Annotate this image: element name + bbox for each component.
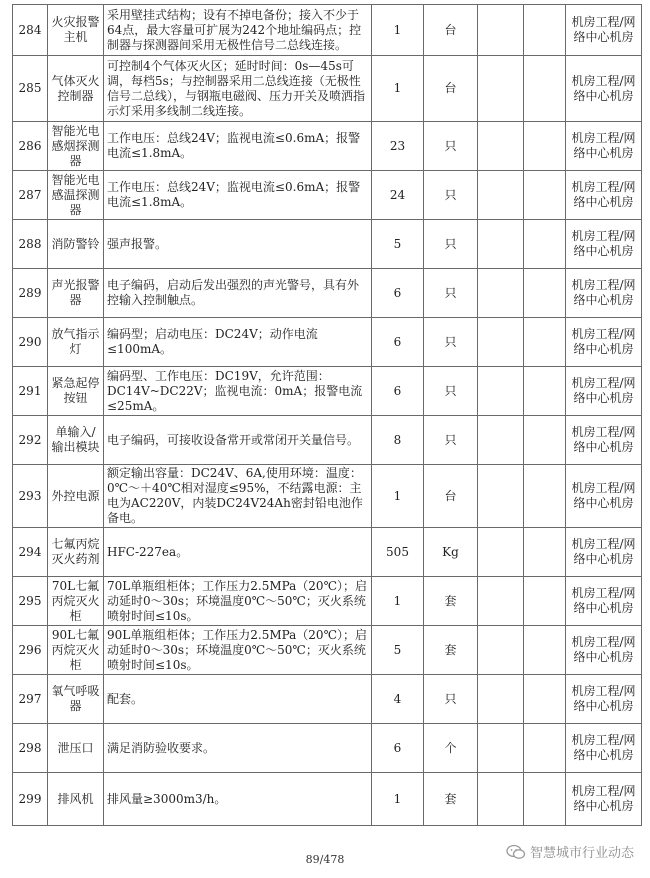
item-location: 机房工程/网络中心机房 <box>566 465 642 528</box>
equipment-spec-table <box>12 4 642 826</box>
item-location: 机房工程/网络中心机房 <box>566 5 642 56</box>
item-description: 90L单瓶组柜体；工作压力2.5MPa（20℃）；启动延时0～30s；环境温度0℃～50℃；灭火系统喷射时间≤10s。 <box>104 626 372 675</box>
item-location: 机房工程/网络中心机房 <box>566 367 642 416</box>
table-row <box>13 171 642 220</box>
item-quantity: 1 <box>372 465 424 528</box>
item-number: 290 <box>13 318 48 367</box>
item-blank-cell <box>478 773 524 826</box>
item-unit: 只 <box>424 675 478 724</box>
item-quantity: 24 <box>372 171 424 220</box>
item-blank-cell <box>524 367 566 416</box>
item-number: 284 <box>13 5 48 56</box>
item-description: 强声报警。 <box>104 220 372 269</box>
item-unit: 只 <box>424 367 478 416</box>
item-unit: 套 <box>424 577 478 626</box>
item-description: 电子编码，可接收设备常开或常闭开关量信号。 <box>104 416 372 465</box>
table-row <box>13 5 642 56</box>
item-unit: 台 <box>424 56 478 122</box>
item-location: 机房工程/网络中心机房 <box>566 773 642 826</box>
item-blank-cell <box>478 220 524 269</box>
table-row <box>13 416 642 465</box>
item-quantity: 1 <box>372 5 424 56</box>
item-quantity: 1 <box>372 577 424 626</box>
table-row <box>13 220 642 269</box>
item-location: 机房工程/网络中心机房 <box>566 724 642 773</box>
page-number: 89/478 <box>305 853 345 866</box>
item-number: 297 <box>13 675 48 724</box>
item-name: 紧急起停按钮 <box>48 367 104 416</box>
table-row <box>13 269 642 318</box>
watermark <box>506 842 634 861</box>
table-row <box>13 577 642 626</box>
table-row <box>13 56 642 122</box>
item-unit: 台 <box>424 5 478 56</box>
table-row <box>13 626 642 675</box>
item-blank-cell <box>478 318 524 367</box>
item-name: 单输入/输出模块 <box>48 416 104 465</box>
item-quantity: 5 <box>372 220 424 269</box>
item-name: 排风机 <box>48 773 104 826</box>
item-unit: 只 <box>424 220 478 269</box>
table-row <box>13 528 642 577</box>
item-description: 编码型、工作电压：DC19V，允许范围：DC14V~DC22V；监视电流：0mA；报警电流≤25mA。 <box>104 367 372 416</box>
item-name: 智能光电感烟探测器 <box>48 122 104 171</box>
item-blank-cell <box>524 773 566 826</box>
item-number: 296 <box>13 626 48 675</box>
item-blank-cell <box>478 269 524 318</box>
item-blank-cell <box>478 122 524 171</box>
item-quantity: 505 <box>372 528 424 577</box>
item-name: 火灾报警主机 <box>48 5 104 56</box>
item-blank-cell <box>478 626 524 675</box>
item-blank-cell <box>478 416 524 465</box>
item-name: 氧气呼吸器 <box>48 675 104 724</box>
item-description: 额定输出容量：DC24V、6A,使用环境：温度：0℃～＋40℃相对湿度≤95%，不结露电源：主电为AC220V，内装DC24V24Ah密封铅电池作备电。 <box>104 465 372 528</box>
item-blank-cell <box>524 465 566 528</box>
item-quantity: 6 <box>372 318 424 367</box>
item-quantity: 1 <box>372 56 424 122</box>
item-blank-cell <box>524 318 566 367</box>
table-row <box>13 465 642 528</box>
item-blank-cell <box>524 577 566 626</box>
table-row <box>13 367 642 416</box>
table-row <box>13 122 642 171</box>
item-location: 机房工程/网络中心机房 <box>566 416 642 465</box>
item-blank-cell <box>478 724 524 773</box>
item-quantity: 6 <box>372 367 424 416</box>
item-number: 293 <box>13 465 48 528</box>
item-description: 工作电压：总线24V；监视电流≤0.6mA；报警电流≤1.8mA。 <box>104 122 372 171</box>
item-unit: 台 <box>424 465 478 528</box>
item-unit: 只 <box>424 122 478 171</box>
item-name: 七氟丙烷灭火药剂 <box>48 528 104 577</box>
item-name: 声光报警器 <box>48 269 104 318</box>
item-name: 90L七氟丙烷灭火柜 <box>48 626 104 675</box>
item-name: 70L七氟丙烷灭火柜 <box>48 577 104 626</box>
item-location: 机房工程/网络中心机房 <box>566 122 642 171</box>
table-row <box>13 773 642 826</box>
item-unit: 套 <box>424 626 478 675</box>
item-number: 295 <box>13 577 48 626</box>
item-blank-cell <box>524 171 566 220</box>
item-description: 采用壁挂式结构；设有不掉电备份；接入不少于64点，最大容量可扩展为242个地址编码点；控制器与探测器间采用无极性信号二总线连接。 <box>104 5 372 56</box>
item-number: 286 <box>13 122 48 171</box>
item-blank-cell <box>524 626 566 675</box>
item-location: 机房工程/网络中心机房 <box>566 171 642 220</box>
item-description: HFC-227ea。 <box>104 528 372 577</box>
item-unit: 只 <box>424 318 478 367</box>
item-name: 消防警铃 <box>48 220 104 269</box>
item-description: 配套。 <box>104 675 372 724</box>
watermark-text: 智慧城市行业动态 <box>529 846 634 861</box>
item-name: 外控电源 <box>48 465 104 528</box>
item-unit: 套 <box>424 773 478 826</box>
item-description: 满足消防验收要求。 <box>104 724 372 773</box>
item-blank-cell <box>478 465 524 528</box>
item-location: 机房工程/网络中心机房 <box>566 675 642 724</box>
table-row <box>13 724 642 773</box>
item-unit: 只 <box>424 269 478 318</box>
item-blank-cell <box>524 56 566 122</box>
table-row <box>13 318 642 367</box>
item-quantity: 6 <box>372 724 424 773</box>
item-description: 排风量≥3000m3/h。 <box>104 773 372 826</box>
item-blank-cell <box>524 5 566 56</box>
item-blank-cell <box>524 675 566 724</box>
wechat-icon <box>506 844 526 860</box>
item-location: 机房工程/网络中心机房 <box>566 56 642 122</box>
item-quantity: 5 <box>372 626 424 675</box>
item-number: 292 <box>13 416 48 465</box>
item-blank-cell <box>478 528 524 577</box>
item-number: 289 <box>13 269 48 318</box>
item-number: 287 <box>13 171 48 220</box>
item-description: 工作电压：总线24V；监视电流≤0.6mA；报警电流≤1.8mA。 <box>104 171 372 220</box>
item-description: 70L单瓶组柜体；工作压力2.5MPa（20℃）；启动延时0～30s；环境温度0℃～50℃；灭火系统喷射时间≤10s。 <box>104 577 372 626</box>
item-number: 294 <box>13 528 48 577</box>
item-blank-cell <box>478 367 524 416</box>
item-quantity: 8 <box>372 416 424 465</box>
item-number: 291 <box>13 367 48 416</box>
item-blank-cell <box>478 577 524 626</box>
item-name: 智能光电感温探测器 <box>48 171 104 220</box>
table-row <box>13 675 642 724</box>
item-name: 放气指示灯 <box>48 318 104 367</box>
item-blank-cell <box>524 416 566 465</box>
item-quantity: 23 <box>372 122 424 171</box>
item-location: 机房工程/网络中心机房 <box>566 577 642 626</box>
item-quantity: 1 <box>372 773 424 826</box>
item-location: 机房工程/网络中心机房 <box>566 626 642 675</box>
item-description: 可控制4个气体灭火区；延时时间：0s—45s可调，每档5s；与控制器采用二总线连接（无极性信号二总线），与钢瓶电磁阀、压力开关及喷洒指示灯采用多线制二线连接。 <box>104 56 372 122</box>
item-blank-cell <box>478 171 524 220</box>
item-blank-cell <box>524 528 566 577</box>
item-blank-cell <box>478 56 524 122</box>
item-location: 机房工程/网络中心机房 <box>566 269 642 318</box>
item-unit: 只 <box>424 416 478 465</box>
item-location: 机房工程/网络中心机房 <box>566 318 642 367</box>
item-description: 电子编码，启动后发出强烈的声光警号，具有外控输入控制触点。 <box>104 269 372 318</box>
item-blank-cell <box>524 122 566 171</box>
item-unit: 个 <box>424 724 478 773</box>
item-blank-cell <box>524 269 566 318</box>
item-blank-cell <box>478 5 524 56</box>
item-description: 编码型；启动电压：DC24V；动作电流≤100mA。 <box>104 318 372 367</box>
item-number: 288 <box>13 220 48 269</box>
spec-table-wrapper <box>12 4 641 826</box>
item-number: 298 <box>13 724 48 773</box>
item-location: 机房工程/网络中心机房 <box>566 220 642 269</box>
item-quantity: 4 <box>372 675 424 724</box>
item-blank-cell <box>478 675 524 724</box>
item-blank-cell <box>524 220 566 269</box>
item-blank-cell <box>524 724 566 773</box>
item-location: 机房工程/网络中心机房 <box>566 528 642 577</box>
item-number: 285 <box>13 56 48 122</box>
item-unit: Kg <box>424 528 478 577</box>
item-name: 气体灭火控制器 <box>48 56 104 122</box>
item-number: 299 <box>13 773 48 826</box>
item-name: 泄压口 <box>48 724 104 773</box>
item-quantity: 6 <box>372 269 424 318</box>
item-unit: 只 <box>424 171 478 220</box>
